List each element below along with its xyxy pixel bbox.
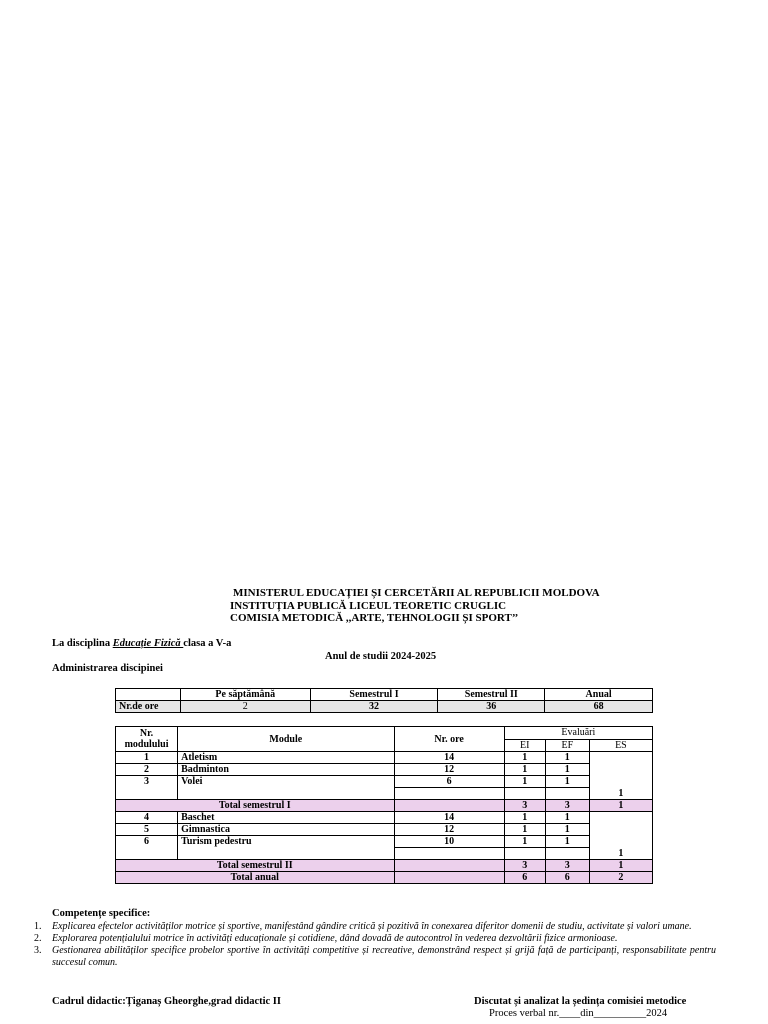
table-row (116, 752, 653, 764)
module-hours: 6 (394, 776, 504, 788)
document-header (230, 587, 650, 625)
module-ef: 1 (545, 764, 589, 776)
list-item (34, 933, 716, 945)
module-ei: 1 (504, 752, 545, 764)
hours-values-row (116, 701, 653, 713)
module-nr: 1 (116, 752, 178, 764)
sem2-es-value: 1 (589, 812, 652, 860)
module-ef: 1 (545, 824, 589, 836)
table-row (116, 812, 653, 824)
module-ei: 1 (504, 824, 545, 836)
module-ei: 1 (504, 812, 545, 824)
total-sem1-es: 1 (589, 800, 652, 812)
module-name: Volei (178, 776, 394, 800)
total-annual-es: 2 (589, 872, 652, 884)
modules-header-row (116, 727, 653, 740)
admin-title: Administrarea discipinei (52, 663, 163, 674)
list-item (34, 921, 716, 933)
table-row (116, 836, 653, 848)
module-nr: 6 (116, 836, 178, 860)
spacer-cell (504, 848, 545, 860)
hours-annual-value: 68 (545, 701, 653, 713)
sem1-es-value: 1 (589, 752, 652, 800)
module-nr: 2 (116, 764, 178, 776)
table-row (116, 824, 653, 836)
table-row (116, 776, 653, 788)
discipline-subject: Educație Fizică (112, 638, 184, 649)
module-nr: 5 (116, 824, 178, 836)
total-annual-label: Total anual (116, 872, 395, 884)
module-nr: 3 (116, 776, 178, 800)
total-annual-hours (394, 872, 504, 884)
list-item (34, 945, 716, 969)
total-sem2-ei: 3 (504, 860, 545, 872)
modules-header-nr: Nr. modulului (116, 727, 178, 752)
table-row (116, 764, 653, 776)
module-name: Atletism (178, 752, 394, 764)
total-sem2-label: Total semestrul II (116, 860, 395, 872)
hours-sem1-value: 32 (310, 701, 438, 713)
total-sem2-ef: 3 (545, 860, 589, 872)
study-year: Anul de studii 2024-2025 (325, 651, 437, 662)
hours-header-sem2: Semestrul II (438, 689, 545, 701)
total-sem1-label: Total semestrul I (116, 800, 395, 812)
module-hours: 10 (394, 836, 504, 848)
module-name: Baschet (178, 812, 394, 824)
discipline-class: clasa a V-a (183, 638, 232, 649)
list-item-number: 2. (34, 933, 42, 944)
total-annual-ef: 6 (545, 872, 589, 884)
modules-header-evaluations: Evaluări (504, 727, 652, 740)
spacer-cell (394, 788, 504, 800)
hours-sem2-value: 36 (438, 701, 545, 713)
discussed-note: Discutat și analizat la ședința comisiei metodice (474, 996, 687, 1007)
hours-row-label: Nr.de ore (116, 701, 181, 713)
total-annual-ei: 6 (504, 872, 545, 884)
spacer-cell (394, 848, 504, 860)
institution-line: INSTITUȚIA PUBLICĂ LICEUL TEORETIC CRUGLIC (230, 599, 507, 612)
list-item-text: Gestionarea abilităților specifice probelor sportive în activități competitive și recreative, demonstrând respect și grijă față de participanți, responsabilitate pentru succesul comun. (52, 945, 716, 968)
competences-title: Competențe specifice: (52, 908, 151, 919)
total-sem2-row (116, 860, 653, 872)
teacher-name: Cadrul didactic:Țiganaș Gheorghe,grad didactic II (52, 996, 281, 1007)
list-item-text: Explicarea efectelor activităților motrice și sportive, manifestând gândire critică și pozitivă în conexarea diferitor domenii de studiu, activitate și valori umane. (52, 921, 692, 932)
list-item-number: 1. (34, 921, 42, 932)
modules-header-ei: EI (504, 739, 545, 752)
ministry-line: MINISTERUL EDUCAȚIEI ȘI CERCETĂRII AL REPUBLICII MOLDOVA (233, 587, 600, 599)
module-ei: 1 (504, 836, 545, 848)
hours-header-sem1: Semestrul I (310, 689, 438, 701)
hours-header-annual: Anual (545, 689, 653, 701)
module-ei: 1 (504, 776, 545, 788)
module-hours: 14 (394, 812, 504, 824)
spacer-cell (545, 788, 589, 800)
total-sem2-es: 1 (589, 860, 652, 872)
list-item-number: 3. (34, 945, 42, 956)
modules-header-es: ES (589, 739, 652, 752)
discipline-prefix: La disciplina (52, 638, 113, 649)
module-hours: 14 (394, 752, 504, 764)
module-hours: 12 (394, 824, 504, 836)
modules-header-hours: Nr. ore (394, 727, 504, 752)
module-ef: 1 (545, 776, 589, 788)
total-sem1-ef: 3 (545, 800, 589, 812)
module-nr: 4 (116, 812, 178, 824)
modules-table (115, 726, 653, 884)
module-name: Gimnastica (178, 824, 394, 836)
hours-table (115, 688, 653, 713)
module-ef: 1 (545, 836, 589, 848)
list-item-text: Explorarea potențialului motrice în activități educaționale și cotidiene, dând dovadă de autocontrol în vederea dezvoltării fizice armonioase. (52, 933, 618, 944)
total-sem1-ei: 3 (504, 800, 545, 812)
total-sem1-row (116, 800, 653, 812)
module-ei: 1 (504, 764, 545, 776)
module-name: Badminton (178, 764, 394, 776)
module-name: Turism pedestru (178, 836, 394, 860)
commission-line: COMISIA METODICĂ ,,ARTE, TEHNOLOGII ȘI SPORT’’ (230, 612, 519, 624)
module-ef: 1 (545, 812, 589, 824)
module-hours: 12 (394, 764, 504, 776)
modules-header-ef: EF (545, 739, 589, 752)
spacer-cell (545, 848, 589, 860)
module-ef: 1 (545, 752, 589, 764)
modules-header-module: Module (178, 727, 394, 752)
discipline-line (52, 638, 231, 649)
total-sem1-hours (394, 800, 504, 812)
competences-list (34, 921, 716, 969)
total-sem2-hours (394, 860, 504, 872)
hours-header-row (116, 689, 653, 701)
total-annual-row (116, 872, 653, 884)
proces-verbal-line: Proces verbal nr.____din__________2024 (489, 1008, 668, 1019)
hours-header-week: Pe săptămână (180, 689, 310, 701)
spacer-cell (504, 788, 545, 800)
hours-week-value: 2 (180, 701, 310, 713)
hours-header-empty (116, 689, 181, 701)
